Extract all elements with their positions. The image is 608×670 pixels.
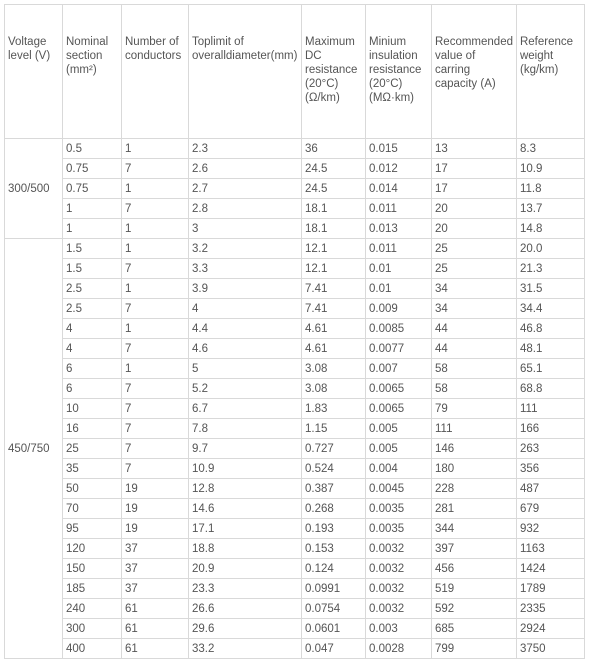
header-voltage-level: Voltage level (V) — [5, 5, 63, 139]
insulation-resistance-cell: 0.0035 — [366, 519, 432, 539]
conductors-cell: 1 — [122, 279, 189, 299]
nominal-section-cell: 2.5 — [63, 299, 122, 319]
nominal-section-cell: 2.5 — [63, 279, 122, 299]
conductors-cell: 7 — [122, 299, 189, 319]
weight-cell: 68.8 — [516, 379, 584, 399]
carrying-capacity-cell: 281 — [432, 499, 517, 519]
insulation-resistance-cell: 0.0085 — [366, 319, 432, 339]
table-row — [5, 439, 585, 459]
weight-cell: 20.0 — [516, 239, 584, 259]
dc-resistance-cell: 0.193 — [302, 519, 366, 539]
diameter-cell: 33.2 — [189, 639, 302, 659]
diameter-cell: 5.2 — [189, 379, 302, 399]
table-row — [5, 599, 585, 619]
insulation-resistance-cell: 0.011 — [366, 239, 432, 259]
nominal-section-cell: 300 — [63, 619, 122, 639]
table-row — [5, 639, 585, 659]
header-number-of-conductors: Number of conductors — [122, 5, 189, 139]
conductors-cell: 7 — [122, 199, 189, 219]
weight-cell: 263 — [516, 439, 584, 459]
diameter-cell: 5 — [189, 359, 302, 379]
conductors-cell: 19 — [122, 499, 189, 519]
conductors-cell: 7 — [122, 379, 189, 399]
insulation-resistance-cell: 0.005 — [366, 419, 432, 439]
insulation-resistance-cell: 0.014 — [366, 179, 432, 199]
header-insulation-resistance: Minium insulation resistance (20°C) (MΩ·km) — [366, 5, 432, 139]
dc-resistance-cell: 3.08 — [302, 359, 366, 379]
weight-cell: 46.8 — [516, 319, 584, 339]
insulation-resistance-cell: 0.0065 — [366, 399, 432, 419]
dc-resistance-cell: 0.0991 — [302, 579, 366, 599]
weight-cell: 1789 — [516, 579, 584, 599]
weight-cell: 10.9 — [516, 159, 584, 179]
weight-cell: 8.3 — [516, 139, 584, 159]
diameter-cell: 2.6 — [189, 159, 302, 179]
header-dc-resistance: Maximum DC resistance (20°C) (Ω/km) — [302, 5, 366, 139]
dc-resistance-cell: 4.61 — [302, 339, 366, 359]
table-row — [5, 199, 585, 219]
conductors-cell: 37 — [122, 559, 189, 579]
conductors-cell: 7 — [122, 459, 189, 479]
table-body — [5, 139, 585, 659]
insulation-resistance-cell: 0.0065 — [366, 379, 432, 399]
dc-resistance-cell: 24.5 — [302, 179, 366, 199]
diameter-cell: 17.1 — [189, 519, 302, 539]
diameter-cell: 10.9 — [189, 459, 302, 479]
conductors-cell: 1 — [122, 359, 189, 379]
header-carrying-capacity: Recommended value of carring capacity (A) — [432, 5, 517, 139]
carrying-capacity-cell: 344 — [432, 519, 517, 539]
carrying-capacity-cell: 44 — [432, 339, 517, 359]
nominal-section-cell: 16 — [63, 419, 122, 439]
nominal-section-cell: 185 — [63, 579, 122, 599]
insulation-resistance-cell: 0.012 — [366, 159, 432, 179]
nominal-section-cell: 1.5 — [63, 239, 122, 259]
weight-cell: 65.1 — [516, 359, 584, 379]
insulation-resistance-cell: 0.0032 — [366, 559, 432, 579]
table-row — [5, 559, 585, 579]
nominal-section-cell: 1 — [63, 199, 122, 219]
weight-cell: 932 — [516, 519, 584, 539]
diameter-cell: 3.2 — [189, 239, 302, 259]
weight-cell: 679 — [516, 499, 584, 519]
weight-cell: 48.1 — [516, 339, 584, 359]
diameter-cell: 4.6 — [189, 339, 302, 359]
carrying-capacity-cell: 17 — [432, 159, 517, 179]
weight-cell: 14.8 — [516, 219, 584, 239]
carrying-capacity-cell: 519 — [432, 579, 517, 599]
carrying-capacity-cell: 799 — [432, 639, 517, 659]
conductors-cell: 7 — [122, 259, 189, 279]
table-row — [5, 479, 585, 499]
nominal-section-cell: 400 — [63, 639, 122, 659]
carrying-capacity-cell: 397 — [432, 539, 517, 559]
table-row — [5, 239, 585, 259]
conductors-cell: 19 — [122, 519, 189, 539]
dc-resistance-cell: 0.0601 — [302, 619, 366, 639]
nominal-section-cell: 120 — [63, 539, 122, 559]
table-row — [5, 139, 585, 159]
carrying-capacity-cell: 44 — [432, 319, 517, 339]
insulation-resistance-cell: 0.009 — [366, 299, 432, 319]
carrying-capacity-cell: 17 — [432, 179, 517, 199]
diameter-cell: 2.3 — [189, 139, 302, 159]
carrying-capacity-cell: 58 — [432, 359, 517, 379]
nominal-section-cell: 6 — [63, 359, 122, 379]
dc-resistance-cell: 24.5 — [302, 159, 366, 179]
dc-resistance-cell: 7.41 — [302, 279, 366, 299]
nominal-section-cell: 1 — [63, 219, 122, 239]
carrying-capacity-cell: 20 — [432, 219, 517, 239]
conductors-cell: 7 — [122, 159, 189, 179]
carrying-capacity-cell: 13 — [432, 139, 517, 159]
table-row — [5, 319, 585, 339]
conductors-cell: 1 — [122, 239, 189, 259]
nominal-section-cell: 0.5 — [63, 139, 122, 159]
insulation-resistance-cell: 0.013 — [366, 219, 432, 239]
conductors-cell: 7 — [122, 439, 189, 459]
table-row — [5, 179, 585, 199]
diameter-cell: 23.3 — [189, 579, 302, 599]
dc-resistance-cell: 0.153 — [302, 539, 366, 559]
dc-resistance-cell: 0.524 — [302, 459, 366, 479]
nominal-section-cell: 25 — [63, 439, 122, 459]
table-row — [5, 159, 585, 179]
carrying-capacity-cell: 25 — [432, 239, 517, 259]
carrying-capacity-cell: 34 — [432, 299, 517, 319]
table-row — [5, 539, 585, 559]
insulation-resistance-cell: 0.003 — [366, 619, 432, 639]
weight-cell: 34.4 — [516, 299, 584, 319]
carrying-capacity-cell: 111 — [432, 419, 517, 439]
insulation-resistance-cell: 0.0035 — [366, 499, 432, 519]
conductors-cell: 61 — [122, 599, 189, 619]
dc-resistance-cell: 0.0754 — [302, 599, 366, 619]
dc-resistance-cell: 3.08 — [302, 379, 366, 399]
weight-cell: 31.5 — [516, 279, 584, 299]
conductors-cell: 19 — [122, 479, 189, 499]
nominal-section-cell: 0.75 — [63, 159, 122, 179]
voltage-level-cell: 450/750 — [5, 239, 63, 659]
nominal-section-cell: 95 — [63, 519, 122, 539]
weight-cell: 1424 — [516, 559, 584, 579]
diameter-cell: 4 — [189, 299, 302, 319]
header-reference-weight: Reference weight (kg/km) — [516, 5, 584, 139]
diameter-cell: 2.8 — [189, 199, 302, 219]
dc-resistance-cell: 4.61 — [302, 319, 366, 339]
conductors-cell: 61 — [122, 639, 189, 659]
carrying-capacity-cell: 146 — [432, 439, 517, 459]
voltage-level-cell: 300/500 — [5, 139, 63, 239]
dc-resistance-cell: 7.41 — [302, 299, 366, 319]
nominal-section-cell: 70 — [63, 499, 122, 519]
table-row — [5, 519, 585, 539]
diameter-cell: 26.6 — [189, 599, 302, 619]
dc-resistance-cell: 12.1 — [302, 239, 366, 259]
carrying-capacity-cell: 592 — [432, 599, 517, 619]
carrying-capacity-cell: 685 — [432, 619, 517, 639]
carrying-capacity-cell: 34 — [432, 279, 517, 299]
nominal-section-cell: 4 — [63, 319, 122, 339]
weight-cell: 1163 — [516, 539, 584, 559]
insulation-resistance-cell: 0.0032 — [366, 539, 432, 559]
conductors-cell: 1 — [122, 179, 189, 199]
weight-cell: 11.8 — [516, 179, 584, 199]
diameter-cell: 3.3 — [189, 259, 302, 279]
dc-resistance-cell: 0.124 — [302, 559, 366, 579]
diameter-cell: 9.7 — [189, 439, 302, 459]
diameter-cell: 6.7 — [189, 399, 302, 419]
diameter-cell: 3 — [189, 219, 302, 239]
nominal-section-cell: 0.75 — [63, 179, 122, 199]
table-row — [5, 459, 585, 479]
carrying-capacity-cell: 228 — [432, 479, 517, 499]
conductors-cell: 1 — [122, 219, 189, 239]
insulation-resistance-cell: 0.0032 — [366, 599, 432, 619]
header-nominal-section: Nominal section (mm²) — [63, 5, 122, 139]
dc-resistance-cell: 0.387 — [302, 479, 366, 499]
conductors-cell: 37 — [122, 539, 189, 559]
insulation-resistance-cell: 0.0032 — [366, 579, 432, 599]
insulation-resistance-cell: 0.015 — [366, 139, 432, 159]
table-row — [5, 299, 585, 319]
carrying-capacity-cell: 79 — [432, 399, 517, 419]
diameter-cell: 7.8 — [189, 419, 302, 439]
diameter-cell: 12.8 — [189, 479, 302, 499]
dc-resistance-cell: 12.1 — [302, 259, 366, 279]
weight-cell: 2924 — [516, 619, 584, 639]
table-row — [5, 259, 585, 279]
insulation-resistance-cell: 0.0045 — [366, 479, 432, 499]
header-row — [5, 5, 585, 139]
conductors-cell: 1 — [122, 139, 189, 159]
insulation-resistance-cell: 0.011 — [366, 199, 432, 219]
diameter-cell: 29.6 — [189, 619, 302, 639]
weight-cell: 21.3 — [516, 259, 584, 279]
weight-cell: 356 — [516, 459, 584, 479]
nominal-section-cell: 4 — [63, 339, 122, 359]
carrying-capacity-cell: 25 — [432, 259, 517, 279]
conductors-cell: 7 — [122, 399, 189, 419]
diameter-cell: 4.4 — [189, 319, 302, 339]
insulation-resistance-cell: 0.01 — [366, 279, 432, 299]
weight-cell: 111 — [516, 399, 584, 419]
dc-resistance-cell: 18.1 — [302, 219, 366, 239]
header-overall-diameter: Toplimit of overalldiameter(mm) — [189, 5, 302, 139]
carrying-capacity-cell: 20 — [432, 199, 517, 219]
conductors-cell: 37 — [122, 579, 189, 599]
diameter-cell: 3.9 — [189, 279, 302, 299]
table-row — [5, 619, 585, 639]
table-row — [5, 379, 585, 399]
conductors-cell: 61 — [122, 619, 189, 639]
table-row — [5, 359, 585, 379]
conductors-cell: 7 — [122, 419, 189, 439]
dc-resistance-cell: 0.268 — [302, 499, 366, 519]
table-row — [5, 579, 585, 599]
insulation-resistance-cell: 0.007 — [366, 359, 432, 379]
insulation-resistance-cell: 0.005 — [366, 439, 432, 459]
weight-cell: 3750 — [516, 639, 584, 659]
nominal-section-cell: 6 — [63, 379, 122, 399]
diameter-cell: 18.8 — [189, 539, 302, 559]
weight-cell: 166 — [516, 419, 584, 439]
table-row — [5, 339, 585, 359]
carrying-capacity-cell: 456 — [432, 559, 517, 579]
dc-resistance-cell: 0.727 — [302, 439, 366, 459]
nominal-section-cell: 150 — [63, 559, 122, 579]
dc-resistance-cell: 18.1 — [302, 199, 366, 219]
diameter-cell: 2.7 — [189, 179, 302, 199]
carrying-capacity-cell: 180 — [432, 459, 517, 479]
nominal-section-cell: 10 — [63, 399, 122, 419]
dc-resistance-cell: 0.047 — [302, 639, 366, 659]
dc-resistance-cell: 1.83 — [302, 399, 366, 419]
weight-cell: 13.7 — [516, 199, 584, 219]
table-row — [5, 419, 585, 439]
table-row — [5, 279, 585, 299]
nominal-section-cell: 240 — [63, 599, 122, 619]
cable-spec-table — [4, 4, 585, 659]
conductors-cell: 1 — [122, 319, 189, 339]
weight-cell: 487 — [516, 479, 584, 499]
nominal-section-cell: 35 — [63, 459, 122, 479]
dc-resistance-cell: 36 — [302, 139, 366, 159]
dc-resistance-cell: 1.15 — [302, 419, 366, 439]
table-row — [5, 399, 585, 419]
insulation-resistance-cell: 0.0077 — [366, 339, 432, 359]
weight-cell: 2335 — [516, 599, 584, 619]
table-row — [5, 499, 585, 519]
spec-table-container — [4, 4, 585, 659]
nominal-section-cell: 50 — [63, 479, 122, 499]
insulation-resistance-cell: 0.004 — [366, 459, 432, 479]
conductors-cell: 7 — [122, 339, 189, 359]
diameter-cell: 20.9 — [189, 559, 302, 579]
insulation-resistance-cell: 0.0028 — [366, 639, 432, 659]
diameter-cell: 14.6 — [189, 499, 302, 519]
table-row — [5, 219, 585, 239]
nominal-section-cell: 1.5 — [63, 259, 122, 279]
insulation-resistance-cell: 0.01 — [366, 259, 432, 279]
carrying-capacity-cell: 58 — [432, 379, 517, 399]
